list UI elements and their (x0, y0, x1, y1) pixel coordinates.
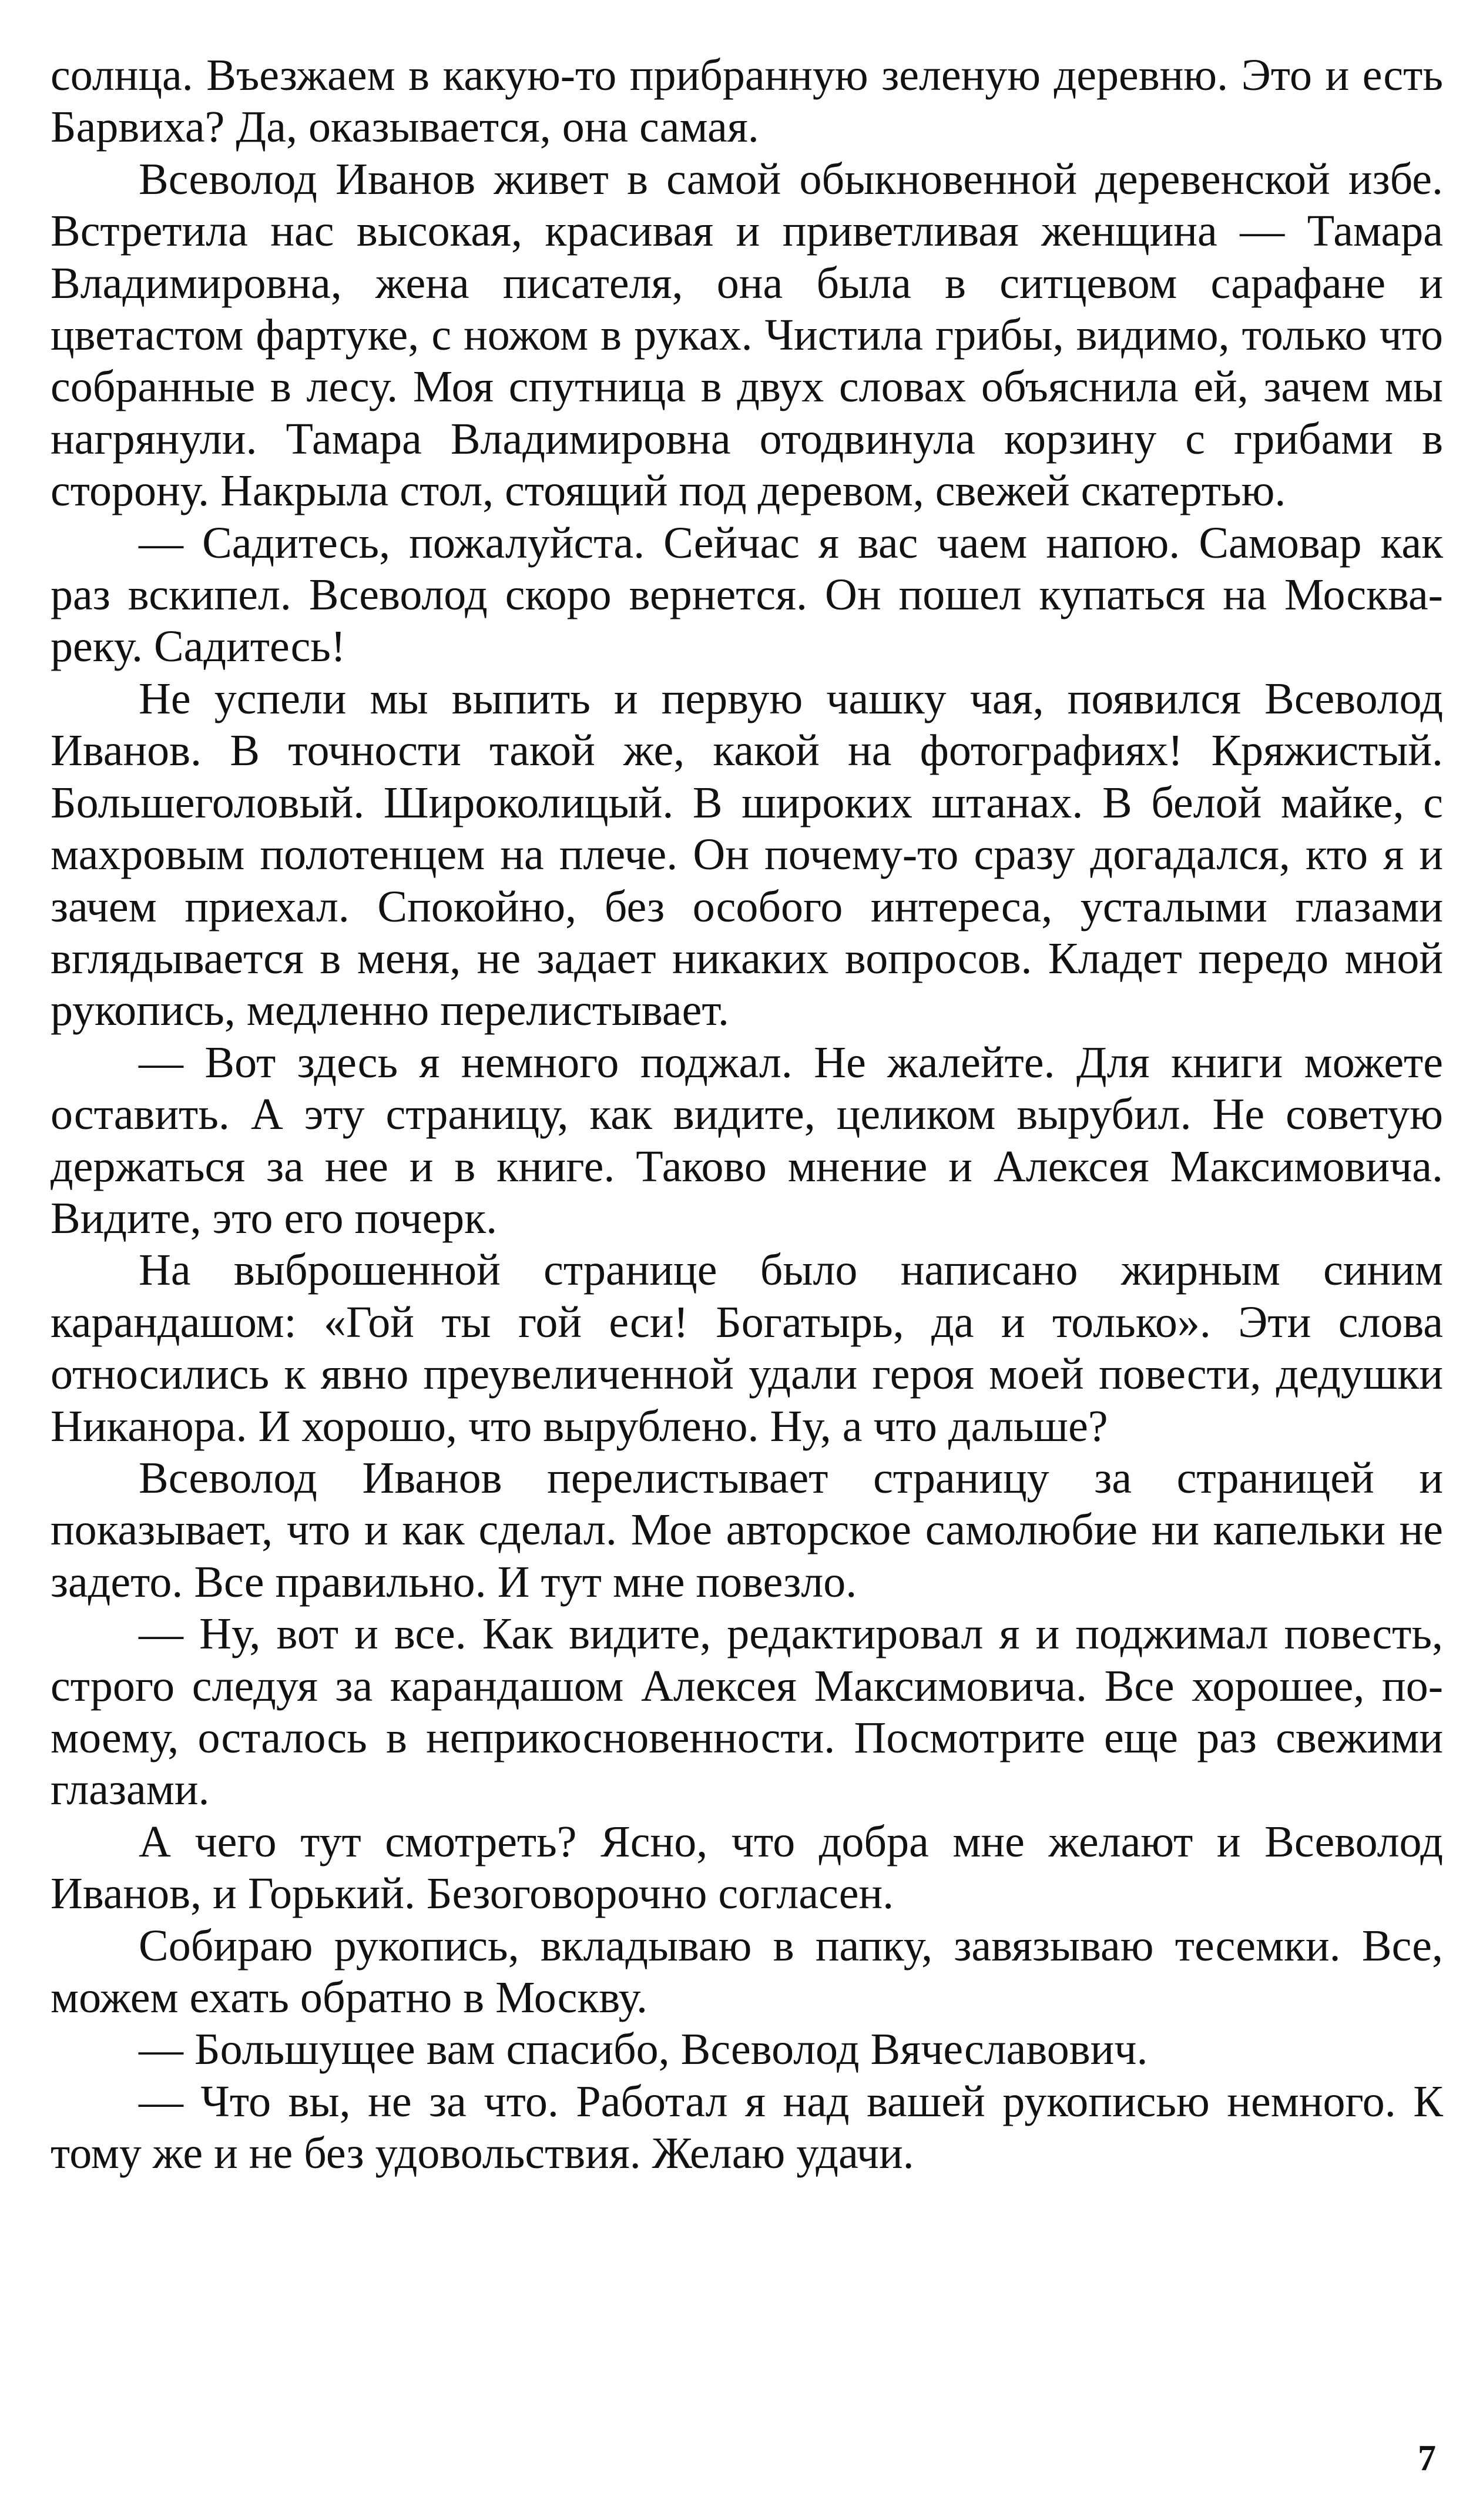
paragraph: Всеволод Иванов живет в самой обыкновенной деревенской избе. Встретила нас высокая, красивая и приветливая женщина — Тамара Владимировна, жена писателя, она была в ситцевом сарафане и цветастом фартуке, с ножом в руках. Чистила грибы, видимо, только что собранные в лесу. Моя спутница в двух словах объяснила ей, зачем мы нагрянули. Тамара Владимировна отодвинула корзину с грибами в сторону. Накрыла стол, стоящий под деревом, свежей скатертью. (51, 154, 1443, 516)
paragraph: солнца. Въезжаем в какую-то прибранную зеленую деревню. Это и есть Барвиха? Да, оказывается, она самая. (51, 51, 1443, 152)
body-text (51, 49, 1443, 2180)
paragraph: А чего тут смотреть? Ясно, что добра мне желают и Всеволод Иванов, и Горький. Безоговорочно согласен. (51, 1817, 1443, 1919)
page-number: 7 (1418, 2438, 1436, 2478)
paragraph: На выброшенной странице было написано жирным синим карандашом: «Гой ты гой еси! Богатырь, да и только». Эти слова относились к явно преувеличенной удали героя моей повести, дедушки Никанора. И хорошо, что вырублено. Ну, а что дальше? (51, 1245, 1443, 1451)
paragraph: — Вот здесь я немного поджал. Не жалейте. Для книги можете оставить. А эту страницу, как видите, целиком вырубил. Не советую держаться за нее и в книге. Таково мнение и Алексея Максимовича. Видите, это его почерк. (51, 1037, 1443, 1243)
paragraph: Не успели мы выпить и первую чашку чая, появился Всеволод Иванов. В точности такой же, какой на фотографиях! Кряжистый. Большеголовый. Широколицый. В широких штанах. В белой майке, с махровым полотенцем на плече. Он почему-то сразу догадался, кто я и зачем приехал. Спокойно, без особого интереса, усталыми глазами вглядывается в меня, не задает никаких вопросов. Кладет передо мной рукопись, медленно перелистывает. (51, 673, 1443, 1036)
paragraph: — Ну, вот и все. Как видите, редактировал я и поджимал повесть, строго следуя за карандашом Алексея Максимовича. Все хорошее, по-моему, осталось в неприкосновенности. Посмотрите еще раз свежими глазами. (51, 1609, 1443, 1815)
paragraph: Собираю рукопись, вкладываю в папку, завязываю тесемки. Все, можем ехать обратно в Москву. (51, 1921, 1443, 2023)
paragraph: — Большущее вам спасибо, Всеволод Вячеславович. (139, 2025, 1148, 2075)
paragraph: — Садитесь, пожалуйста. Сейчас я вас чаем напою. Самовар как раз вскипел. Всеволод скоро вернется. Он пошел купаться на Москва-реку. Садитесь! (51, 518, 1443, 672)
paragraph: — Что вы, не за что. Работал я над вашей рукописью немного. К тому же и не без удовольствия. Желаю удачи. (51, 2076, 1443, 2179)
paragraph: Всеволод Иванов перелистывает страницу за страницей и показывает, что и как сделал. Мое авторское самолюбие ни капельки не задето. Все правильно. И тут мне повезло. (51, 1453, 1443, 1607)
